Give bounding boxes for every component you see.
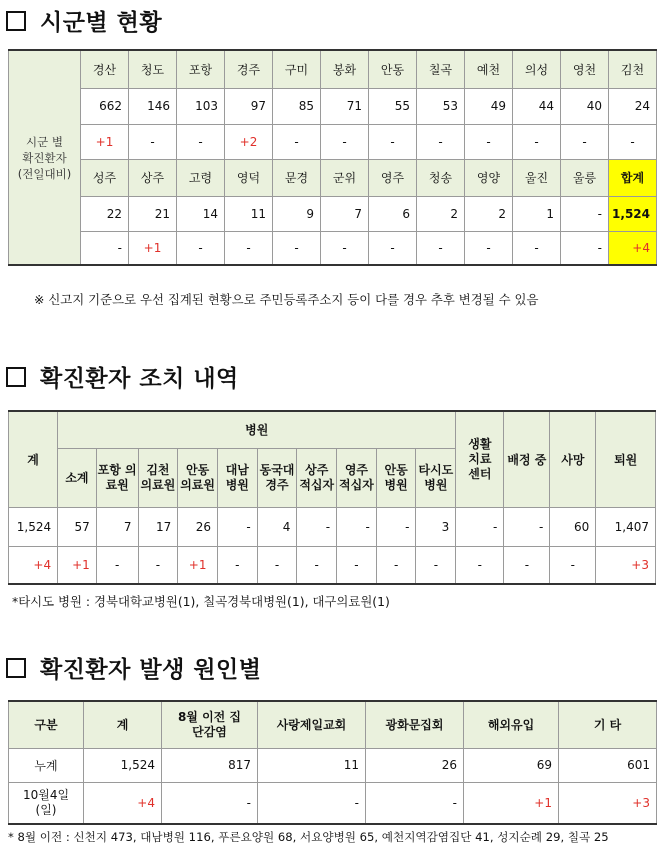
- city-header: 영덕: [225, 159, 273, 196]
- row-label: 시군 별 확진환자 (전일대비): [9, 50, 81, 265]
- city-change: -: [609, 124, 657, 159]
- header-overseas: 해외유입: [464, 701, 559, 748]
- city-change: -: [177, 124, 225, 159]
- header-hospital-name: 안동 병원: [376, 448, 416, 507]
- measure-cell: -: [297, 507, 337, 546]
- header-subtotal: 소계: [58, 448, 97, 507]
- city-total: 85: [273, 88, 321, 124]
- measure-change: -: [138, 546, 178, 584]
- city-change: -: [321, 124, 369, 159]
- measure-cell: -: [217, 507, 257, 546]
- header-hospital-name: 포항 의료원: [96, 448, 138, 507]
- measure-change: +1: [58, 546, 97, 584]
- city-header: 영주: [369, 159, 417, 196]
- cause-cell: 69: [464, 748, 559, 782]
- city-change: -: [273, 124, 321, 159]
- city-total: -: [561, 196, 609, 231]
- city-header: 영천: [561, 50, 609, 88]
- cause-change: -: [366, 782, 464, 824]
- city-change: +2: [225, 124, 273, 159]
- row-label-cumulative: 누계: [9, 748, 84, 782]
- measure-cell: 60: [550, 507, 596, 546]
- measure-change: -: [257, 546, 297, 584]
- city-header: 김천: [609, 50, 657, 88]
- checkbox-square-icon: [6, 658, 26, 678]
- city-total: 7: [321, 196, 369, 231]
- header-hospital-name: 상주 적십자: [297, 448, 337, 507]
- measure-cell: 3: [416, 507, 456, 546]
- city-change: -: [369, 124, 417, 159]
- city-status-table: [8, 49, 657, 266]
- city-header: 군위: [321, 159, 369, 196]
- sum-change: +4: [609, 231, 657, 265]
- city-total: 14: [177, 196, 225, 231]
- city-change: -: [273, 231, 321, 265]
- city-total: 1: [513, 196, 561, 231]
- cause-change: -: [258, 782, 366, 824]
- cause-change: -: [162, 782, 258, 824]
- header-total: 계: [9, 411, 58, 507]
- cause-cell: 1,524: [84, 748, 162, 782]
- section3-note: * 8월 이전 : 신천지 473, 대남병원 116, 푸른요양원 68, 서요양병원 65, 예천지역감염집단 41, 성지순례 29, 칠곡 25: [8, 830, 609, 844]
- header-hospital-name: 타시도 병원: [416, 448, 456, 507]
- header-cluster: 8월 이전 집단감염: [162, 701, 258, 748]
- header-other: 기 타: [559, 701, 657, 748]
- causes-table: [8, 700, 657, 825]
- measure-change: -: [456, 546, 504, 584]
- cause-change: +3: [559, 782, 657, 824]
- cause-cell: 26: [366, 748, 464, 782]
- city-total: 24: [609, 88, 657, 124]
- city-header: 문경: [273, 159, 321, 196]
- measure-change: -: [504, 546, 550, 584]
- checkbox-square-icon: [6, 367, 26, 387]
- city-change: -: [465, 231, 513, 265]
- measure-change: -: [297, 546, 337, 584]
- measure-cell: 1,524: [9, 507, 58, 546]
- section-title-measures: 확진환자 조치 내역: [6, 360, 239, 393]
- city-change: -: [513, 124, 561, 159]
- city-total: 2: [417, 196, 465, 231]
- city-total: 146: [129, 88, 177, 124]
- measure-cell: -: [504, 507, 550, 546]
- header-hospital-name: 대남 병원: [217, 448, 257, 507]
- checkbox-square-icon: [6, 11, 26, 31]
- city-change: +1: [81, 124, 129, 159]
- city-change: -: [321, 231, 369, 265]
- city-header: 고령: [177, 159, 225, 196]
- city-total: 71: [321, 88, 369, 124]
- header-church: 사랑제일교회: [258, 701, 366, 748]
- section-title-causes: 확진환자 발생 원인별: [6, 651, 261, 684]
- city-total: 97: [225, 88, 273, 124]
- header-total: 계: [84, 701, 162, 748]
- header-hospital-name: 김천 의료원: [138, 448, 178, 507]
- city-header: 성주: [81, 159, 129, 196]
- city-header: 울릉: [561, 159, 609, 196]
- city-header: 상주: [129, 159, 177, 196]
- city-total: 22: [81, 196, 129, 231]
- header-discharged: 퇴원: [596, 411, 656, 507]
- city-total: 55: [369, 88, 417, 124]
- city-change: -: [561, 231, 609, 265]
- measure-cell: 7: [96, 507, 138, 546]
- city-header: 봉화: [321, 50, 369, 88]
- city-total: 11: [225, 196, 273, 231]
- header-waiting: 배정 중: [504, 411, 550, 507]
- row-label-date: 10월4일 (일): [9, 782, 84, 824]
- measure-change: +1: [178, 546, 218, 584]
- city-change: -: [561, 124, 609, 159]
- city-header: 울진: [513, 159, 561, 196]
- header-death: 사망: [550, 411, 596, 507]
- city-header: 경주: [225, 50, 273, 88]
- sum-header: 합계: [609, 159, 657, 196]
- city-change: -: [129, 124, 177, 159]
- measure-change: -: [550, 546, 596, 584]
- cause-cell: 11: [258, 748, 366, 782]
- measure-change: -: [337, 546, 377, 584]
- city-total: 49: [465, 88, 513, 124]
- city-total: 103: [177, 88, 225, 124]
- city-change: -: [465, 124, 513, 159]
- cause-change: +1: [464, 782, 559, 824]
- header-hospital: 병원: [58, 411, 456, 448]
- cause-cell: 817: [162, 748, 258, 782]
- section1-note: ※ 신고지 기준으로 우선 집계된 현황으로 주민등록주소지 등이 다를 경우 추후 변경될 수 있음: [34, 292, 539, 307]
- city-header: 경산: [81, 50, 129, 88]
- city-header: 구미: [273, 50, 321, 88]
- city-total: 53: [417, 88, 465, 124]
- city-change: -: [369, 231, 417, 265]
- measure-cell: 17: [138, 507, 178, 546]
- sum-total: 1,524: [609, 196, 657, 231]
- city-total: 2: [465, 196, 513, 231]
- cause-change: +4: [84, 782, 162, 824]
- city-change: -: [417, 124, 465, 159]
- city-change: -: [417, 231, 465, 265]
- header-hospital-name: 동국대 경주: [257, 448, 297, 507]
- header-hospital-name: 안동 의료원: [178, 448, 218, 507]
- city-total: 662: [81, 88, 129, 124]
- city-header: 포항: [177, 50, 225, 88]
- city-total: 9: [273, 196, 321, 231]
- city-header: 청송: [417, 159, 465, 196]
- city-total: 44: [513, 88, 561, 124]
- header-category: 구분: [9, 701, 84, 748]
- city-change: -: [225, 231, 273, 265]
- city-header: 칠곡: [417, 50, 465, 88]
- city-total: 40: [561, 88, 609, 124]
- measure-change: +4: [9, 546, 58, 584]
- city-header: 의성: [513, 50, 561, 88]
- city-change: +1: [129, 231, 177, 265]
- city-total: 6: [369, 196, 417, 231]
- measure-cell: 1,407: [596, 507, 656, 546]
- measure-change: -: [376, 546, 416, 584]
- city-change: -: [177, 231, 225, 265]
- cause-cell: 601: [559, 748, 657, 782]
- city-change: -: [81, 231, 129, 265]
- city-header: 영양: [465, 159, 513, 196]
- measure-cell: 4: [257, 507, 297, 546]
- measure-cell: -: [376, 507, 416, 546]
- header-center: 생활 치료 센터: [456, 411, 504, 507]
- measure-cell: -: [456, 507, 504, 546]
- measure-cell: 57: [58, 507, 97, 546]
- city-header: 안동: [369, 50, 417, 88]
- header-rally: 광화문집회: [366, 701, 464, 748]
- city-header: 예천: [465, 50, 513, 88]
- section-title-by-city: 시군별 현황: [6, 4, 162, 37]
- measure-change: -: [217, 546, 257, 584]
- city-header: 청도: [129, 50, 177, 88]
- measures-table: [8, 410, 656, 585]
- header-hospital-name: 영주 적십자: [337, 448, 377, 507]
- measure-cell: -: [337, 507, 377, 546]
- measure-change: -: [416, 546, 456, 584]
- measure-change: +3: [596, 546, 656, 584]
- city-change: -: [513, 231, 561, 265]
- measure-change: -: [96, 546, 138, 584]
- measure-cell: 26: [178, 507, 218, 546]
- section2-note: *타시도 병원 : 경북대학교병원(1), 칠곡경북대병원(1), 대구의료원(1): [12, 594, 390, 609]
- city-total: 21: [129, 196, 177, 231]
